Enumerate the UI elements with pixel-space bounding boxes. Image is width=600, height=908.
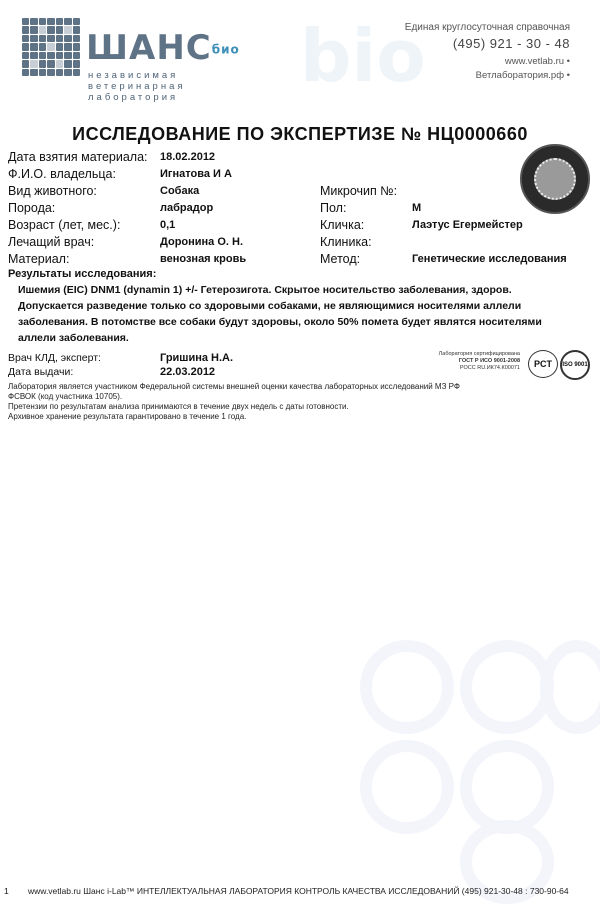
logo-dot bbox=[39, 26, 46, 33]
watermark-bio: bio bbox=[300, 14, 426, 98]
result-line: Ишемия (EIC) DNM1 (dynamin 1) +/- Гетерозигота. Скрытое носительство заболевания, здоров. bbox=[18, 284, 512, 296]
logo-dot bbox=[47, 69, 54, 76]
watermark-circle bbox=[360, 740, 454, 834]
sex-value: М bbox=[412, 202, 422, 214]
issue-date-label: Дата выдачи: bbox=[8, 366, 74, 378]
cert-line: РОСС RU.ИК74.К00071 bbox=[459, 365, 520, 371]
page-number: 1 bbox=[4, 886, 9, 896]
logo-dot bbox=[64, 18, 71, 25]
footer-text: www.vetlab.ru Шанс i-Lab™ ИНТЕЛЛЕКТУАЛЬНАЯ ЛАБОРАТОРИЯ КОНТРОЛЬ КАЧЕСТВА ИССЛЕДОВАНИЙ (495) 921-30-48 : 730-90-64 bbox=[28, 886, 569, 896]
logo-dot bbox=[39, 52, 46, 59]
logo-dot bbox=[73, 43, 80, 50]
breed-value: лабрадор bbox=[160, 202, 214, 214]
logo-dot bbox=[56, 69, 63, 76]
logo-dot bbox=[73, 60, 80, 67]
chip-label: Микрочип №: bbox=[320, 184, 398, 198]
logo-dot bbox=[30, 69, 37, 76]
watermark-circle bbox=[360, 640, 454, 734]
logo-dot bbox=[73, 26, 80, 33]
sample-date-value: 18.02.2012 bbox=[160, 151, 216, 163]
logo-dot bbox=[56, 35, 63, 42]
site-link-1[interactable]: www.vetlab.ru • bbox=[504, 56, 570, 67]
result-line: Допускается разведение только со здоровыми собаками, не являющимися носителями аллели bbox=[18, 300, 522, 312]
logo-dot bbox=[56, 52, 63, 59]
pct-mark-icon: PCT bbox=[528, 350, 558, 378]
logo-dot bbox=[47, 43, 54, 50]
document-title: ИССЛЕДОВАНИЕ ПО ЭКСПЕРТИЗЕ № НЦ0000660 bbox=[72, 124, 528, 144]
logo-dot bbox=[30, 18, 37, 25]
species-label: Вид животного: bbox=[8, 184, 97, 198]
logo-dot bbox=[47, 26, 54, 33]
note-line: Претензии по результатам анализа принимаются в течение двух недель с даты готовности. bbox=[8, 402, 349, 411]
logo-dot bbox=[64, 60, 71, 67]
owner-value: Игнатова И А bbox=[160, 168, 232, 180]
logo-dot bbox=[30, 43, 37, 50]
logo-dot bbox=[47, 60, 54, 67]
logo-dot bbox=[39, 43, 46, 50]
logo-dot bbox=[47, 18, 54, 25]
method-value: Генетические исследования bbox=[412, 253, 567, 265]
logo-dot bbox=[56, 26, 63, 33]
iso-mark-icon: ISO 9001 bbox=[560, 350, 590, 380]
watermark-circle bbox=[540, 640, 600, 734]
age-value: 0,1 bbox=[160, 219, 176, 231]
breed-label: Порода: bbox=[8, 201, 56, 215]
cert-line: Лаборатория сертифицирована bbox=[438, 351, 520, 357]
site-link-2[interactable]: Ветлаборатория.рф • bbox=[475, 70, 570, 81]
clinic-label: Клиника: bbox=[320, 235, 372, 249]
method-label: Метод: bbox=[320, 252, 361, 266]
logo-dot bbox=[39, 35, 46, 42]
expert-value: Гришина Н.А. bbox=[160, 352, 234, 364]
logo-dot bbox=[22, 52, 29, 59]
species-value: Собака bbox=[160, 185, 200, 197]
logo-suffix: био bbox=[211, 42, 240, 57]
logo-dot bbox=[22, 18, 29, 25]
logo-dot bbox=[64, 69, 71, 76]
logo-dot bbox=[30, 60, 37, 67]
hotline-label: Единая круглосуточная справочная bbox=[404, 22, 570, 33]
logo-dot bbox=[22, 26, 29, 33]
sample-date-label: Дата взятия материала: bbox=[8, 150, 148, 164]
logo-dot bbox=[73, 52, 80, 59]
result-line: заболевания. В потомстве все собаки будут здоровы, около 50% помета будет являтся носителями bbox=[18, 316, 542, 328]
hotline-phone: (495) 921 - 30 - 48 bbox=[452, 36, 570, 51]
sex-label: Пол: bbox=[320, 201, 347, 215]
logo-dot bbox=[73, 35, 80, 42]
logo-dot bbox=[39, 69, 46, 76]
doctor-label: Лечащий врач: bbox=[8, 235, 95, 249]
note-line: Архивное хранение результата гарантировано в течение 1 года. bbox=[8, 412, 247, 421]
material-label: Материал: bbox=[8, 252, 70, 266]
logo-dot bbox=[56, 18, 63, 25]
issue-date-value: 22.03.2012 bbox=[160, 366, 216, 378]
seal-stamp bbox=[520, 144, 590, 214]
note-line: Лаборатория является участником Федеральной системы внешней оценки качества лабораторных исследований МЗ РФ bbox=[8, 382, 460, 391]
pet-name-label: Кличка: bbox=[320, 218, 365, 232]
logo-dot bbox=[39, 18, 46, 25]
logo-dot bbox=[64, 35, 71, 42]
logo-dot bbox=[39, 60, 46, 67]
owner-label: Ф.И.О. владельца: bbox=[8, 167, 116, 181]
logo-dot bbox=[30, 26, 37, 33]
logo-dot bbox=[22, 69, 29, 76]
logo-dot bbox=[64, 52, 71, 59]
bullet-icon: • bbox=[566, 56, 570, 67]
age-label: Возраст (лет, мес.): bbox=[8, 218, 121, 232]
logo-dot bbox=[30, 52, 37, 59]
logo-dot bbox=[73, 18, 80, 25]
logo-dot bbox=[73, 69, 80, 76]
logo-dot bbox=[22, 60, 29, 67]
result-line: аллели заболевания. bbox=[18, 332, 129, 344]
logo-dot bbox=[56, 43, 63, 50]
logo-dot bbox=[22, 43, 29, 50]
logo-dot bbox=[64, 43, 71, 50]
logo-dot bbox=[64, 26, 71, 33]
note-line: ФСВОК (код участника 10705). bbox=[8, 392, 123, 401]
logo-dot bbox=[47, 52, 54, 59]
logo-line-2: ветеринарная bbox=[88, 81, 186, 92]
logo-line-1: независимая bbox=[88, 70, 179, 81]
logo-dot bbox=[47, 35, 54, 42]
logo-dot bbox=[30, 35, 37, 42]
logo-dot bbox=[22, 35, 29, 42]
pet-name-value: Лаэтус Егермейстер bbox=[412, 219, 523, 231]
logo-line-3: лаборатория bbox=[88, 92, 179, 103]
logo-mark bbox=[22, 18, 80, 76]
results-label: Результаты исследования: bbox=[8, 268, 157, 280]
cert-line: ГОСТ Р ИСО 9001-2008 bbox=[458, 358, 520, 364]
doctor-value: Доронина О. Н. bbox=[160, 236, 244, 248]
bullet-icon: • bbox=[566, 70, 570, 81]
logo-dot bbox=[56, 60, 63, 67]
logo-text: ШАНСбио bbox=[86, 28, 240, 68]
material-value: венозная кровь bbox=[160, 253, 247, 265]
expert-label: Врач КЛД, эксперт: bbox=[8, 352, 101, 364]
